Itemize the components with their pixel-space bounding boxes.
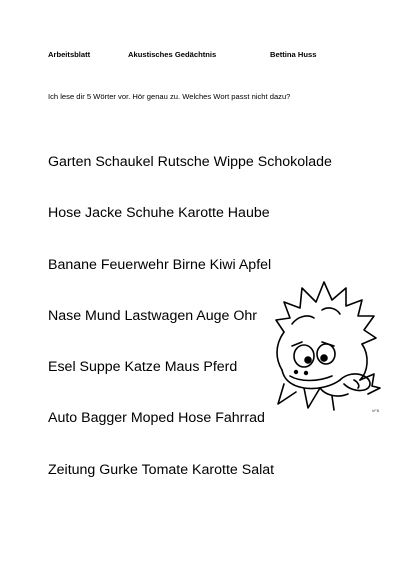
worksheet-header	[0, 50, 400, 64]
word-row: Nase Mund Lastwagen Auge Ohr	[48, 307, 258, 324]
word-row: Banane Feuerwehr Birne Kiwi Apfel	[48, 256, 272, 273]
header-topic: Akustisches Gedächtnis	[128, 50, 217, 59]
word-row: Zeitung Gurke Tomate Karotte Salat	[48, 461, 275, 478]
word-row: Esel Suppe Katze Maus Pferd	[48, 359, 238, 376]
word-row: Auto Bagger Moped Hose Fahrrad	[48, 410, 265, 427]
artist-signature: hFB	[372, 408, 380, 413]
header-worksheet-label: Arbeitsblatt	[48, 50, 91, 59]
word-row: Garten Schaukel Rutsche Wippe Schokolade	[48, 154, 332, 170]
header-author: Bettina Huss	[270, 50, 317, 59]
cartoon-creature-icon	[262, 276, 386, 436]
instruction-text: Ich lese dir 5 Wörter vor. Hör genau zu. Welches Wort passt nicht dazu?	[48, 92, 291, 101]
word-row: Hose Jacke Schuhe Karotte Haube	[48, 205, 270, 222]
